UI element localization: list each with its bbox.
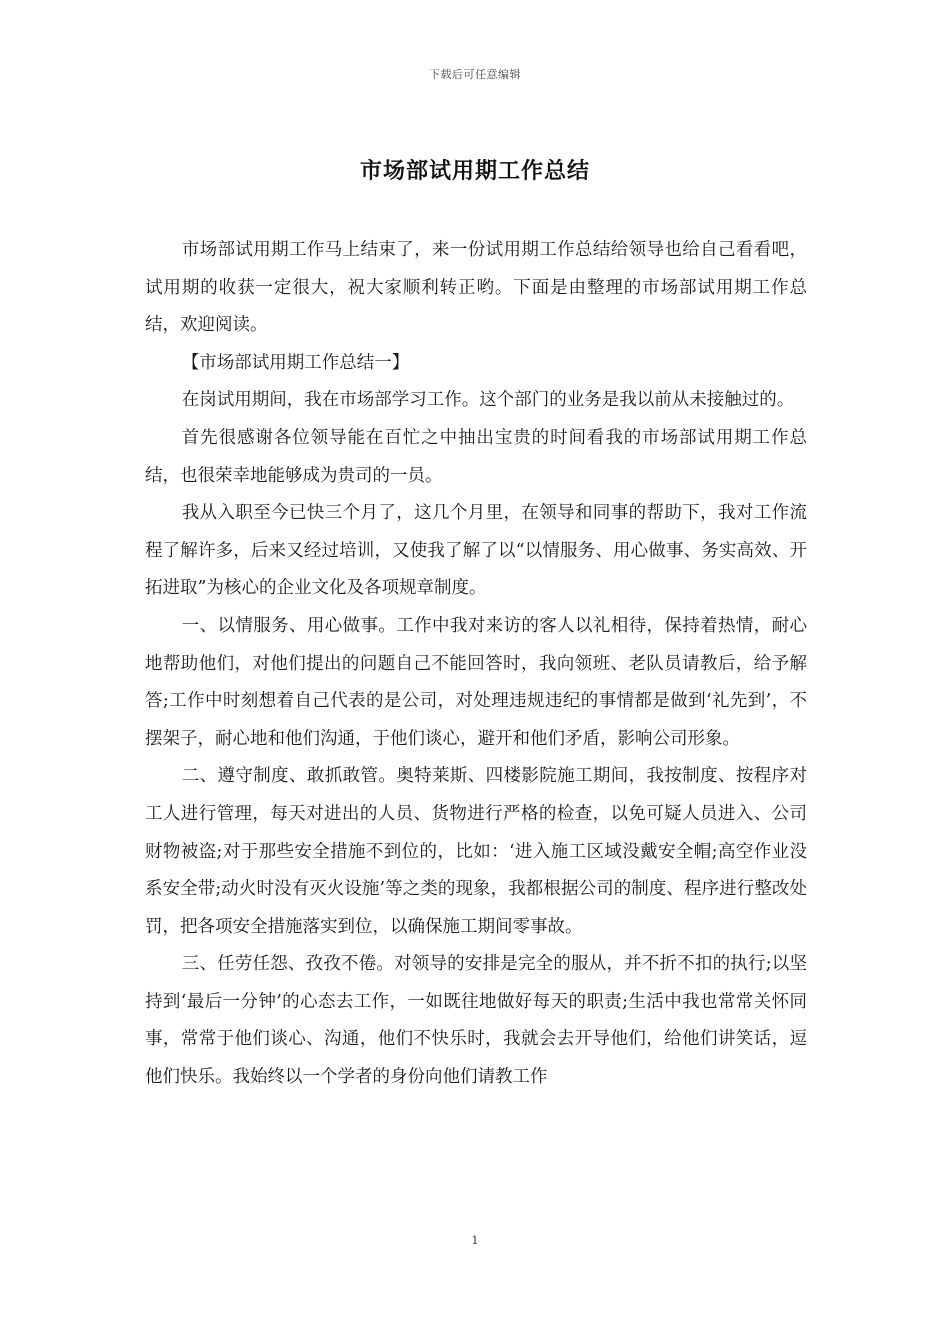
paragraph-point-three: 三、任劳任怨、孜孜不倦。对领导的安排是完全的服从，并不折不扣的执行;以坚持到‘最后一分钟’的心态去工作，一如既往地做好每天的职责;生活中我也常常关怀同事，常常于他们谈心、沟通，他们不快乐时，我就会去开导他们，给他们讲笑话，逗他们快乐。我始终以一个学者的身份向他们请教工作 bbox=[145, 954, 807, 1088]
paragraph-point-two: 二、遵守制度、敢抓敢管。奥特莱斯、四楼影院施工期间，我按制度、按程序对工人进行管理，每天对进出的人员、货物进行严格的检查，以免可疑人员进入、公司财物被盗;对于那些安全措施不到位的，比如：‘进入施工区域没戴安全帽;高空作业没系安全带;动火时没有灭火设施’等之类的现象，我都根据公司的制度、程序进行整改处罚，把各项安全措施落实到位，以确保施工期间零事故。 bbox=[145, 766, 807, 937]
paragraph-intro: 市场部试用期工作马上结束了，来一份试用期工作总结给领导也给自己看看吧，试用期的收获一定很大，祝大家顺利转正哟。下面是由整理的市场部试用期工作总结，欢迎阅读。 bbox=[145, 240, 807, 336]
page-header: 下载后可任意编辑 bbox=[429, 68, 521, 81]
page-number: 1 bbox=[471, 1234, 479, 1247]
document-body bbox=[145, 232, 807, 1097]
paragraph: 首先很感谢各位领导能在百忙之中抽出宝贵的时间看我的市场部试用期工作总结，也很荣幸地能够成为贵司的一员。 bbox=[145, 427, 807, 486]
paragraph: 我从入职至今已快三个月了，这几个月里，在领导和同事的帮助下，我对工作流程了解许多，后来又经过培训，又使我了解了以“以情服务、用心做事、务实高效、开拓进取”为核心的企业文化及各项规章制度。 bbox=[145, 503, 807, 599]
paragraph: 在岗试用期间，我在市场部学习工作。这个部门的业务是我以前从未接触过的。 bbox=[181, 390, 795, 411]
section-heading: 【市场部试用期工作总结一】 bbox=[181, 352, 410, 373]
paragraph-point-one: 一、以情服务、用心做事。工作中我对来访的客人以礼相待，保持着热情，耐心地帮助他们，对他们提出的问题自己不能回答时，我向领班、老队员请教后，给予解答;工作中时刻想着自己代表的是公司，对处理违规违纪的事情都是做到‘礼先到’，不摆架子，耐心地和他们沟通，于他们谈心，避开和他们矛盾，影响公司形象。 bbox=[145, 615, 807, 749]
document-title: 市场部试用期工作总结 bbox=[359, 158, 590, 184]
